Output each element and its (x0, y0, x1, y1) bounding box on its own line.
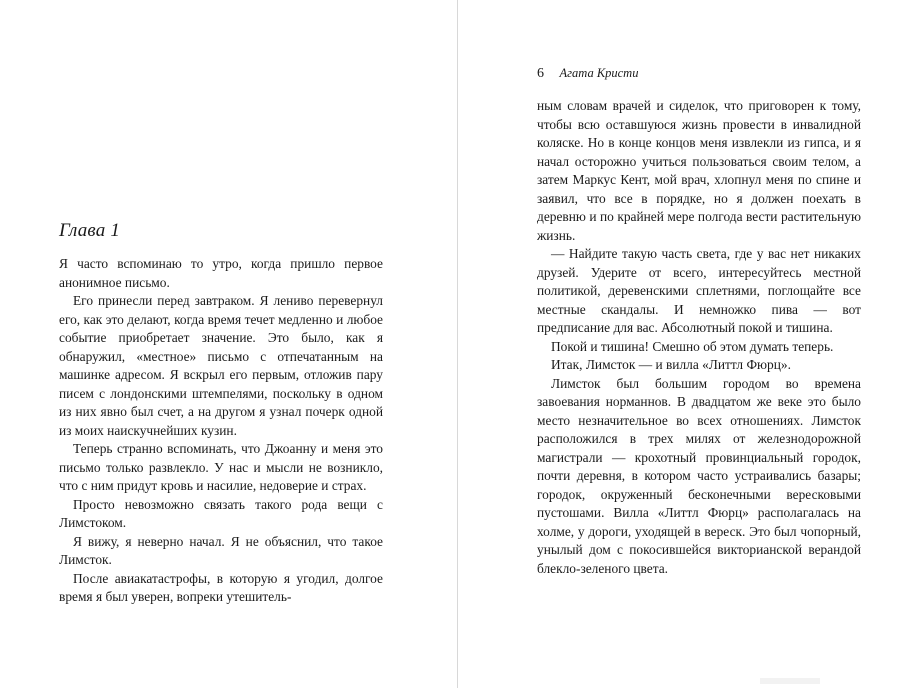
running-head-author: Агата Кристи (559, 66, 639, 80)
paragraph: Лимсток был большим городом во времена завоевания норманнов. В двадцатом же веке это было место незначительное во всех отношениях. Лимсток расположился в трех милях от железнодорожной магистрали — крохотный провинциальный городок, почти деревня, в котором часто устраивались базары; городок, окруженный бесконечными вересковыми пустошами. Вилла «Литтл Фюрц» располагалась на холме, у дороги, уходящей в вереск. Это был чопорный, унылый дом с покосившейся викторианской верандой блекло-зеленого цвета. (537, 375, 861, 576)
page-number: 6 (537, 66, 544, 81)
running-head (537, 66, 638, 82)
paragraph: ным словам врачей и сиделок, что приговорен к тому, чтобы всю оставшуюся жизнь провести в инвалидной коляске. Но в конце концов меня извлекли из гипса, и я начал осторожно учиться пользоваться своим телом, а затем Маркус Кент, мой врач, хлопнул меня по спине и заявил, что все в порядке, но я должен поехать в деревню и по крайней мере полгода вести растительную жизнь. (537, 98, 861, 243)
paragraph: Я часто вспоминаю то утро, когда пришло первое анонимное письмо. (59, 256, 383, 290)
paragraph: — Найдите такую часть света, где у вас нет никаких друзей. Удерите от всего, интересуйтесь местной политикой, деревенскими сплетнями, поглощайте все местные скандалы. И немножко пива — вот предписание для вас. Абсолютный покой и тишина. (537, 246, 861, 335)
left-page-text (59, 255, 383, 607)
paragraph: Итак, Лимсток — и вилла «Литтл Фюрц». (551, 357, 791, 372)
scan-edge-mark (760, 678, 820, 684)
chapter-title: Глава 1 (59, 220, 121, 241)
paragraph: Покой и тишина! Смешно об этом думать теперь. (551, 338, 834, 354)
paragraph: Теперь странно вспоминать, что Джоанну и меня это письмо только развлекло. У нас и мысли не возникло, что с ним придут кровь и насилие, недоверие и страх. (59, 441, 383, 493)
paragraph: Его принесли перед завтраком. Я лениво перевернул его, как это делают, когда время течет медленно и любое событие приобретает значение. Это было, как я обнаружил, «местное» письмо с отпечатанным на машинке адресом. Я вскрыл его первым, отложив пару писем с лондонскими штемпелями, поскольку в одном из них явно был счет, а на другом я узнал почерк одной из моих наискучнейших кузин. (59, 293, 383, 438)
right-page (458, 0, 912, 688)
right-page-text (537, 97, 861, 578)
paragraph: После авиакатастрофы, в которую я угодил, долгое время я был уверен, вопреки утешитель- (59, 570, 383, 604)
paragraph: Я вижу, я неверно начал. Я не объяснил, что такое Лимсток. (59, 533, 383, 567)
paragraph: Просто невозможно связать такого рода вещи с Лимстоком. (59, 496, 383, 530)
